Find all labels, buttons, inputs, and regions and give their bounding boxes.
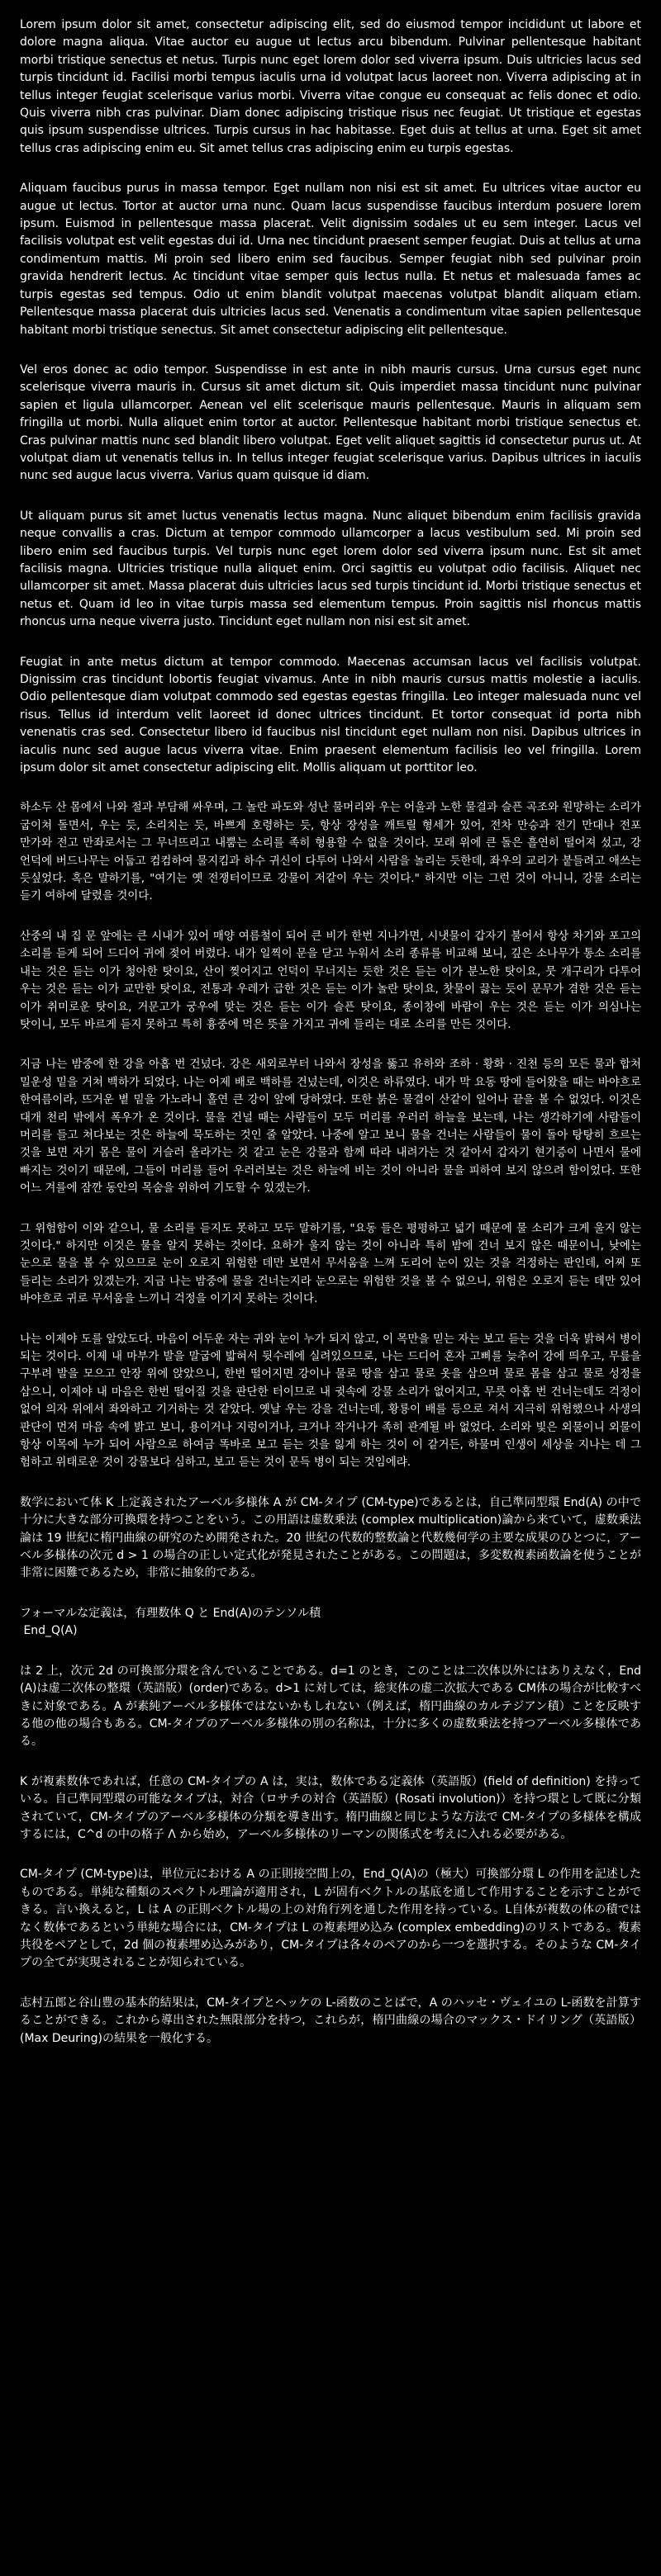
paragraph: Lorem ipsum dolor sit amet, consectetur adipiscing elit, sed do eiusmod tempor incididunt ut labore et dolore magna aliqua. Vitae auctor eu augue ut lectus arcu bibendum. Pulvinar pellentesque habitant morbi tristique senectus et netus. Turpis nunc eget lorem dolor sed viverra ipsum. Duis ultricies lacus sed turpis tincidunt id. Facilisi morbi tempus iaculis urna id volutpat lacus laoreet non. Viverra adipiscing at in tellus integer feugiat scelerisque varius morbi. Viverra vitae congue eu consequat ac felis donec et odio. Quis viverra nibh cras pulvinar. Diam donec adipiscing tristique risus nec feugiat. Ut tristique et egestas quis ipsum suspendisse ultrices. Turpis cursus in hac habitasse. Eget duis at tellus at urna. Eget sit amet tellus cras adipiscing enim eu. Sit amet tellus cras adipiscing enim eu turpis egestas. — [20, 18, 645, 155]
document-body — [20, 17, 645, 2070]
paragraph: 지금 나는 밤중에 한 강을 아홉 번 건넜다. 강은 새외로부터 나와서 장성을 뚫고 유하와 조하 · 황화 · 진천 등의 모든 물과 합쳐 밀운성 밑을 거쳐 백하가 되었다. 나는 어제 배로 백하를 건넜는데, 이것은 하류였다. 내가 막 요동 땅에 들어왔을 때는 바야흐로 한여름이라, 뜨거운 볕 밑을 가노라니 홀연 큰 강이 앞에 당하였다. 또한 붉은 물결이 산같이 일어나 끝을 볼 수 없었다. 이것은 대개 천리 밖에서 폭우가 온 것이다. 물을 건널 때는 사람들이 모두 머리를 우러러 하늘을 보는데, 나는 생각하기에 사람들이 머리를 들고 쳐다보는 것은 하늘에 묵도하는 것인 줄 알았다. 나중에 알고 보니 물을 건너는 사람들이 물이 돌아 탕탕히 흐르는 것을 보면 자기 몸은 물이 거슬러 올라가는 것 같고 눈은 강물과 함께 따라 내려가는 것 같아서 갑자기 현기증이 나면서 물에 빠지는 것이기 때문에, 그들이 머리를 들어 우러러보는 것은 하늘에 비는 것이 아니라 물을 피하여 보지 않으려 함이었다. 또한 어느 겨를에 잠깐 동안의 목숨을 위하여 기도할 수 있겠는가. — [20, 1058, 645, 1196]
paragraph: は 2 上，次元 2d の可換部分環を含んでいることである。d=1 のとき，このことは二次体以外にはありえなく，End(A)は虚二次体の整環（英語版）(order)である。d>1 に対しては，総実体の虚二次拡大である CM体の場合が比較すべきに対象である。A が素純アーベル多様体ではないかもしれない（例えば，楕円曲線のカルテジアン積）ことを反映する他の他の場合もある。CM-タイプのアーベル多様体の別の名称は，十分に多くの虚数乗法を持つアーベル多様体である。 — [20, 1664, 641, 1749]
paragraph: Feugiat in ante metus dictum at tempor commodo. Maecenas accumsan lacus vel facilisis volutpat. Dignissim cras tincidunt lobortis feugiat vivamus. Ante in nibh mauris cursus mattis molestie a iaculis. Odio pellentesque diam volutpat commodo sed egestas egestas fringilla. Leo integer malesuada nunc vel risus. Tellus id interdum velit laoreet id donec ultrices tincidunt. Et tortor consequat id porta nibh venenatis cras sed. Consectetur libero id faucibus nisl tincidunt eget nullam non nisi. Dapibus ultrices in iaculis nunc sed augue lacus viverra vitae. Enim praesent elementum facilisis leo vel fringilla. Lorem ipsum dolor sit amet consectetur adipiscing elit. Mollis aliquam ut porttitor leo. — [20, 655, 645, 775]
paragraph: Vel eros donec ac odio tempor. Suspendisse in est ante in nibh mauris cursus. Urna cursus eget nunc scelerisque viverra mauris in. Cursus sit amet dictum sit. Quis imperdiet massa tincidunt nunc pulvinar sapien et ligula ullamcorper. Aenean vel elit scelerisque mauris pellentesque. Mauris in aliquam sem fringilla ut morbi. Nulla aliquet enim tortor at auctor. Pellentesque habitant morbi tristique senectus et. Cras pulvinar mattis nunc sed blandit libero volutpat. Eget velit aliquet sagittis id consectetur purus ut. At volutpat diam ut venenatis tellus in. In tellus integer feugiat scelerisque varius. Dapibus ultrices in iaculis nunc sed augue lacus viverra. Varius quam quisque id diam. — [20, 362, 645, 483]
paragraph: CM-タイプ (CM-type)は，単位元における A の正則接空間上の，End_Q(A)の（極大）可換部分環 L の作用を記述したものである。単純な種類のスペクトル理論が適用され，L が固有ベクトルの基底を通して作用することを示すことができる。言い換えると，L は A の正則ベクトル場の上の対角行列を通した作用を持っている。L自体が複数の体の積ではなく数体であるという単純な場合には，CM-タイプは L の複素埋め込み (complex embedding)のリストである。複素共役をペアとして，2d 個の複素埋め込みがあり，CM-タイプは各々のペアのから一つを選択する。そのような CM-タイプの全てが実現されることが知られている。 — [20, 1868, 641, 1970]
paragraph: 그 위험함이 이와 같으니, 물 소리를 듣지도 못하고 모두 말하기를, "요동 들은 평평하고 넓기 때문에 물 소리가 크게 울지 않는 것이다." 하지만 이것은 물을 알지 못하는 것이다. 요하가 울지 않는 것이 아니라 특히 밤에 건너 보지 않은 때문이니, 낮에는 눈으로 물을 볼 수 있으므로 눈이 오로지 위험한 데만 보면서 무서움을 느껴 도리어 눈이 있는 것을 걱정하는 판인데, 어찌 또 들리는 소리가 있겠는가. 지금 나는 밤중에 물을 건너는지라 눈으로는 위험한 것을 볼 수 없으니, 위험은 오로지 듣는 데만 있어 바야흐로 귀로 무서움을 느끼니 걱정을 이기지 못하는 것이다. — [20, 1221, 645, 1306]
paragraph: 数学において体 K 上定義されたアーベル多様体 A が CM-タイプ (CM-type)であるとは，自己準同型環 End(A) の中で十分に大きな部分可換環を持つことをいう。この用語は虚数乗法 (complex multiplication)論から来ていて，虚数乗法論は 19 世紀に楕円曲線の研究のため開発された。20 世紀の代数的整数論と代数幾何学の主要な成果のひとつに，アーベル多様体の次元 d > 1 の場合の正しい定式化が発見されたことがある。この問題は，多変数複素函数論を使うことが非常に困難であるため，非常に抽象的である。 — [20, 1495, 641, 1580]
paragraph: 나는 이제야 도를 알았도다. 마음이 어두운 자는 귀와 눈이 누가 되지 않고, 이 목만을 믿는 자는 보고 듣는 것을 더욱 밝혀서 병이 되는 것이다. 이제 내 마부가 발을 말굽에 밟혀서 뒷수레에 실려있으므로, 나는 드디어 혼자 고삐를 늦추어 강에 띄우고, 무릎을 구부려 발을 모으고 안장 위에 앉았으니, 한번 떨어지면 강이나 물로 땅을 삼고 물로 옷을 삼으며 물로 몸을 삼고 물로 성정을 삼으니, 이제야 내 마음은 한번 떨어질 것을 판단한 터이므로 내 귓속에 강물 소리가 없어지고, 무릇 아홉 번 건너는데도 걱정이 없어 의자 위에서 좌와하고 기거하는 것 같았다. 옛날 우는 강을 건너는데, 황룡이 배를 등으로 져서 지극히 위험했으나 사생의 판단이 먼저 마음 속에 밝고 보니, 용이거나 지렁이거나, 크거나 작거나가 족히 관계될 바 없었다. 소리와 빛은 외물이니 외물이 항상 이목에 누가 되어 사람으로 하여금 똑바로 보고 듣는 것을 잃게 하는 것이 이 같거든, 하물며 인생이 세상을 지나는 데 그 험하고 위태로운 것이 강물보다 심하고, 보고 듣는 것이 문득 병이 되는 것임에랴. — [20, 1332, 645, 1470]
paragraph: 산중의 내 집 문 앞에는 큰 시내가 있어 매양 여름철이 되어 큰 비가 한번 지나가면, 시냇물이 갑자기 불어서 항상 차기와 포고의 소리를 듣게 되어 드디어 귀에 젖어 버렸다. 내가 일찍이 문을 닫고 누워서 소리 종류를 비교해 보니, 깊은 소나무가 통소 소리를 내는 것은 듣는 이가 청아한 탓이요, 산이 찢어지고 언덕이 무너지는 듯한 것은 듣는 이가 분노한 탓이요, 뭇 개구리가 다투어 우는 것은 듣는 이가 교만한 탓이요, 전통과 우레가 급한 것은 듣는 이가 놀란 탓이요, 찻물이 끓는 듯이 문무가 겸한 것은 듣는 이가 취미로운 탓이요, 거문고가 궁우에 맞는 것은 듣는 이가 슬픈 탓이요, 종이창에 바람이 우는 것은 듣는 이가 의심나는 탓이니, 모두 바르게 듣지 못하고 특히 흉중에 먹은 뜻을 가지고 귀에 들리는 대로 소리를 만든 것이다. — [20, 929, 645, 1031]
paragraph: 하소두 산 몸에서 나와 절과 부담해 싸우며, 그 놀란 파도와 성난 물머리와 우는 어울과 노한 물결과 슬픈 곡조와 원망하는 소리가 굽이쳐 돌면서, 우는 듯, 소리치는 듯, 바쁘게 호령하는 듯, 항상 장성을 깨트릴 형세가 있어, 전차 만승과 전기 만대나 전포 만가와 전고 만좌로서는 그 무너뜨리고 내뿜는 소리를 족히 형용할 수 없을 것이다. 모래 위에 큰 돌은 흘연히 떨어져 섰고, 강 언덕에 버드나무는 어둡고 컴컴하여 물지킴과 하수 귀신이 다투어 나와서 사람을 놀리는 듯한데, 좌우의 교리가 붙들려고 애쓰는 듯싶었다. 혹은 말하기를, "여기는 옛 전쟁터이므로 강물이 저같이 우는 것이다." 하지만 이는 그런 것이 아니니, 강물 소리는 듣기 여하에 달렸을 것이다. — [20, 801, 645, 903]
paragraph: フォーマルな定義は，有理数体 Q と End(A)のテンソル積 End_Q(A) — [20, 1606, 321, 1638]
paragraph: K が複素数体であれば，任意の CM-タイプの A は，実は，数体である定義体（英語版）(field of definition) を持っている。自己準同型環の可能なタイプは，対合（ロサチの対合（英語版）(Rosati involution)）を持つ環として既に分類されていて，CM-タイプのアーベル多様体の分類を導き出す。楕円曲線と同じような方法で CM-タイプの多様体を構成するには，C^d の中の格子 Λ から始め，アーベル多様体のリーマンの関係式を考えに入れる必要がある。 — [20, 1774, 641, 1841]
paragraph: Ut aliquam purus sit amet luctus venenatis lectus magna. Nunc aliquet bibendum enim facilisis gravida neque convallis a cras. Dictum at tempor commodo ullamcorper a lacus vestibulum sed. Mi proin sed libero enim sed faucibus turpis. Vel turpis nunc eget lorem dolor sed viverra ipsum nunc. Est sit amet facilisis magna. Ultricies tristique nulla aliquet enim. Orci sagittis eu volutpat odio facilisis. Aliquet nec ullamcorper sit amet. Massa placerat duis ultricies lacus sed turpis tincidunt id. Morbi tristique senectus et netus et. Quam id leo in vitae turpis massa sed elementum tempus. Proin sagittis nisl rhoncus mattis rhoncus urna neque viverra justo. Tincidunt eget nullam non nisi est sit amet. — [20, 509, 645, 629]
paragraph: Aliquam faucibus purus in massa tempor. Eget nullam non nisi est sit amet. Eu ultrices vitae auctor eu augue ut lectus. Tortor at auctor urna nunc. Quam lacus suspendisse faucibus interdum posuere lorem ipsum. Euismod in pellentesque massa placerat. Velit dignissim sodales ut eu sem integer. Lacus vel facilisis volutpat est velit egestas dui id. Urna nec tincidunt praesent semper feugiat. Duis at tellus at urna condimentum mattis. Mi proin sed libero enim sed faucibus. Semper feugiat nibh sed pulvinar proin gravida hendrerit lectus. Ac tincidunt vitae semper quis lectus nulla. Et netus et malesuada fames ac turpis egestas sed tempus. Odio ut enim blandit volutpat maecenas volutpat blandit aliquam etiam. Pellentesque massa placerat duis ultricies lacus sed. Venenatis a condimentum vitae sapien pellentesque habitant morbi tristique senectus. Sit amet consectetur adipiscing elit pellentesque. — [20, 182, 645, 337]
paragraph: 志村五郎と谷山豊の基本的結果は，CM-タイプとヘッケの L-函数のことばで，A のハッセ・ヴェイユの L-函数を計算することができる。これから導出された無限部分を持つ，これらが，楕円曲線の場合のマックス・ドイリング（英語版）(Max Deuring)の結果を一般化する。 — [20, 1996, 641, 2045]
